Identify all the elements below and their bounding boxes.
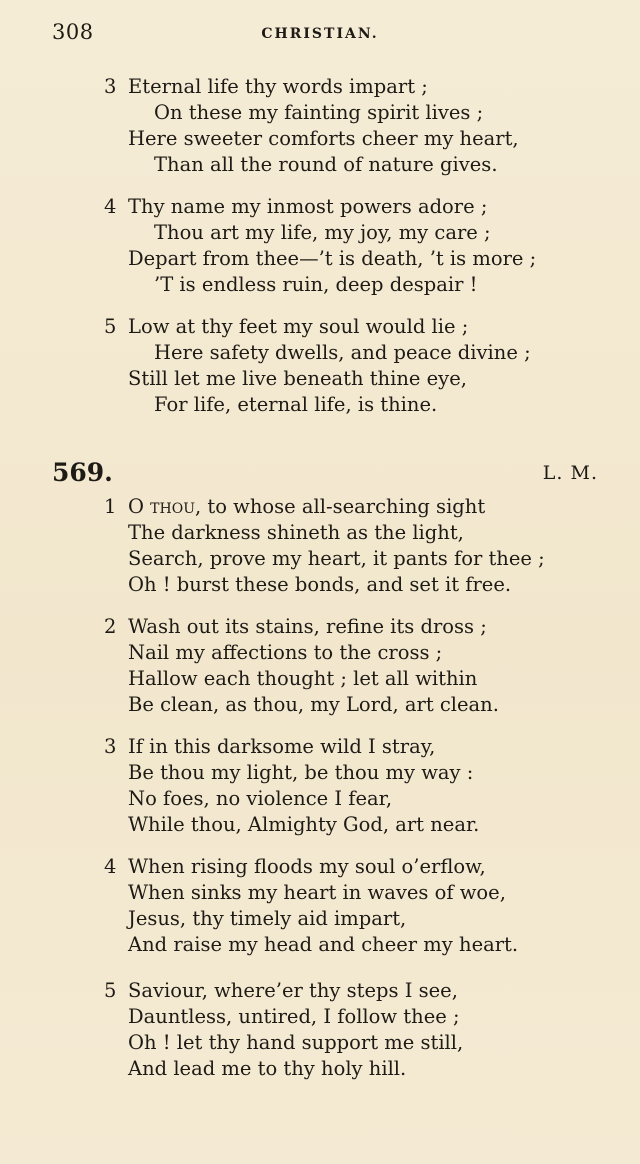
hymn-stanza-5 — [0, 978, 640, 1082]
verse-line: When sinks my heart in waves of woe, — [128, 881, 506, 904]
verse-line: On these my fainting spirit lives ; — [154, 101, 484, 124]
verse-line — [128, 494, 485, 520]
verse-line: Than all the round of nature gives. — [154, 153, 498, 176]
verse-line: ’T is endless ruin, deep despair ! — [154, 273, 478, 296]
stanza-number: 4 — [104, 855, 117, 878]
hymn-number: 569. — [52, 458, 113, 487]
verse-line: And raise my head and cheer my heart. — [128, 933, 519, 956]
verse-line: Be thou my light, be thou my way : — [128, 761, 474, 784]
verse-line: Saviour, where’er thy steps I see, — [128, 979, 458, 1002]
verse-line: The darkness shineth as the light, — [128, 521, 464, 544]
stanza-number: 5 — [104, 979, 117, 1002]
first-word: O thou — [128, 495, 196, 518]
verse-line: If in this darksome wild I stray, — [128, 735, 436, 758]
verse-line: Here sweeter comforts cheer my heart, — [128, 127, 519, 150]
verse-line: Jesus, thy timely aid impart, — [128, 907, 407, 930]
prev-hymn-stanza-4 — [0, 194, 640, 298]
verse-line: Oh ! burst these bonds, and set it free. — [128, 573, 512, 596]
verse-line: No foes, no violence I fear, — [128, 787, 393, 810]
stanza-number: 4 — [104, 195, 117, 218]
verse-line: Thou art my life, my joy, my care ; — [154, 221, 491, 244]
verse-line: Low at thy feet my soul would lie ; — [128, 315, 469, 338]
page-header — [0, 18, 640, 48]
stanza-number: 5 — [104, 315, 117, 338]
hymn-stanza-1 — [0, 494, 640, 598]
prev-hymn-stanza-5 — [0, 314, 640, 418]
page-number: 308 — [52, 20, 94, 44]
stanza-number: 2 — [104, 615, 117, 638]
verse-line: Nail my affections to the cross ; — [128, 641, 443, 664]
verse-line-rest: , to whose all-searching sight — [195, 495, 486, 518]
verse-line: Be clean, as thou, my Lord, art clean. — [128, 693, 499, 716]
prev-hymn-stanza-3 — [0, 74, 640, 178]
verse-line: Eternal life thy words impart ; — [128, 75, 428, 98]
running-head: CHRISTIAN. — [261, 26, 379, 42]
hymn-stanza-2 — [0, 614, 640, 718]
hymn-meter: L. M. — [542, 462, 598, 484]
verse-line: Depart from thee—’t is death, ’t is more ; — [128, 247, 537, 270]
stanza-number: 3 — [104, 735, 117, 758]
verse-line: While thou, Almighty God, art near. — [128, 813, 480, 836]
verse-line: Oh ! let thy hand support me still, — [128, 1031, 464, 1054]
verse-line: Thy name my inmost powers adore ; — [128, 195, 488, 218]
stanza-number: 1 — [104, 495, 117, 518]
verse-line: Still let me live beneath thine eye, — [128, 367, 467, 390]
verse-line: Search, prove my heart, it pants for thee ; — [128, 547, 545, 570]
verse-line: When rising floods my soul o’erflow, — [128, 855, 486, 878]
verse-line: Wash out its stains, refine its dross ; — [128, 615, 487, 638]
hymn-stanza-3 — [0, 734, 640, 838]
verse-line: Dauntless, untired, I follow thee ; — [128, 1005, 460, 1028]
stanza-number: 3 — [104, 75, 117, 98]
verse-line: And lead me to thy holy hill. — [128, 1057, 407, 1080]
verse-line: Hallow each thought ; let all within — [128, 667, 478, 690]
verse-line: Here safety dwells, and peace divine ; — [154, 341, 531, 364]
hymn-stanza-4 — [0, 854, 640, 958]
hymn-heading — [0, 458, 640, 490]
verse-line: For life, eternal life, is thine. — [154, 393, 438, 416]
